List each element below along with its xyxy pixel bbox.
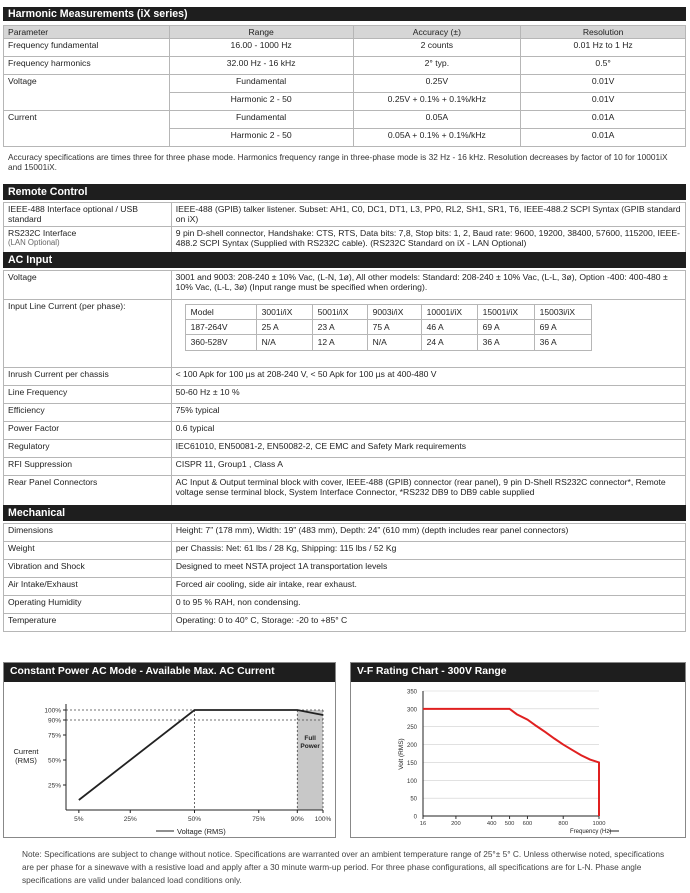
y-tick-label: 150 xyxy=(406,760,417,767)
y-tick-label: 25% xyxy=(47,782,61,790)
table-cell: 2° typ. xyxy=(353,57,521,75)
table-cell: Temperature xyxy=(4,614,172,632)
table-cell: 0.05A + 0.1% + 0.1%/kHz xyxy=(353,129,521,147)
table-cell: RFI Suppression xyxy=(4,458,172,476)
x-tick-label: 600 xyxy=(522,821,533,827)
table-cell: 0.6 typical xyxy=(171,422,685,440)
x-tick-label: 200 xyxy=(451,821,461,827)
table-cell: 187-264V xyxy=(185,320,256,335)
table-cell: 24 A xyxy=(421,335,477,350)
table-cell: 75% typical xyxy=(171,404,685,422)
table-cell: Harmonic 2 - 50 xyxy=(169,129,353,147)
mechanical-title: Mechanical xyxy=(3,505,686,521)
full-power-label: Full xyxy=(304,735,316,742)
table-cell: 36 A xyxy=(477,335,534,350)
table-cell: 46 A xyxy=(421,320,477,335)
table-cell: 32.00 Hz - 16 kHz xyxy=(169,57,353,75)
table-cell: Efficiency xyxy=(4,404,172,422)
table-cell: 9003i/iX xyxy=(367,305,421,320)
table-cell: 50-60 Hz ± 10 % xyxy=(171,386,685,404)
table-cell: Voltage xyxy=(4,271,172,300)
table-cell: 9 pin D-shell connector, Handshake: CTS, RTS, Data bits: 7,8, Stop bits: 1, 2, Baud rate: 9600, 19200, 38400, 57600, 115200, IEEE-488.2 SCPI Syntax (Supplied with RS232C cable). (RS232C Standard on iX - LAN Optional) xyxy=(171,226,685,258)
table-cell: 0.01V xyxy=(521,75,686,93)
y-tick-label: 100% xyxy=(44,707,61,715)
table-cell: Regulatory xyxy=(4,440,172,458)
x-tick-label: 400 xyxy=(486,821,497,827)
remote-title: Remote Control xyxy=(3,184,686,200)
table-cell: 15003i/iX xyxy=(534,305,591,320)
harmonic-header: Parameter xyxy=(4,26,170,39)
x-tick-label: 500 xyxy=(504,821,515,827)
y-tick-label: 250 xyxy=(406,725,417,732)
table-cell: Fundamental xyxy=(169,111,353,129)
full-power-label: Power xyxy=(300,743,320,750)
table-cell: N/A xyxy=(367,335,421,350)
y-tick-label: 50 xyxy=(410,796,417,803)
vf-chart-title: V-F Rating Chart - 300V Range xyxy=(351,663,685,682)
table-cell: CISPR 11, Group1 , Class A xyxy=(171,458,685,476)
x-tick-label: 5% xyxy=(74,816,84,823)
table-cell: IEEE-488 Interface optional / USB standard xyxy=(4,203,172,227)
constant-power-chart-title: Constant Power AC Mode - Available Max. AC Current xyxy=(4,663,335,682)
table-cell: Fundamental xyxy=(169,75,353,93)
vf-chart xyxy=(351,682,685,837)
table-cell: Frequency fundamental xyxy=(4,39,170,57)
table-cell: 36 A xyxy=(534,335,591,350)
table-cell: Inrush Current per chassis xyxy=(4,368,172,386)
y-tick-label: 300 xyxy=(406,707,417,714)
x-tick-label: 16 xyxy=(419,821,427,827)
table-cell: 12 A xyxy=(312,335,367,350)
x-tick-label: 1000 xyxy=(592,821,606,827)
table-cell: AC Input & Output terminal block with cover, IEEE-488 (GPIB) connector (rear panel), 9 pin D-Shell RS232C connector*, Remote voltage sense terminal block, System Interface Connector, *RS232 DB9 to DB9 cable supplied xyxy=(171,476,685,506)
x-tick-label: 75% xyxy=(252,816,266,823)
table-cell: Voltage xyxy=(4,75,170,111)
table-cell: 0.01A xyxy=(521,129,686,147)
table-cell: 10001i/iX xyxy=(421,305,477,320)
y-tick-label: 100 xyxy=(406,778,417,785)
table-cell: IEEE-488 (GPIB) talker listener. Subset: AH1, C0, DC1, DT1, L3, PP0, RL2, SH1, SR1, T6, IEEE-488.2 SCPI Syntax (GPIB standard on iX) xyxy=(171,203,685,227)
rs232-sublabel: (LAN Optional) xyxy=(8,237,60,247)
x-axis-label: Frequency (Hz) xyxy=(570,829,612,835)
y-tick-label: 350 xyxy=(406,689,417,696)
table-cell: Power Factor xyxy=(4,422,172,440)
table-cell: 360-528V xyxy=(185,335,256,350)
footnote: Note: Specifications are subject to change without notice. Specifications are warranted over an ambient temperature range of 25°± 5° C. Unless otherwise noted, specifications are per phase for a sinewave with a resistive load and apply after a 30 minute warm-up period. For three phase configurations, all specifications are for L-N. Phase angle specifications are valid under balanced load conditions only. xyxy=(22,849,665,885)
harmonic-header: Accuracy (±) xyxy=(353,26,521,39)
table-cell: 23 A xyxy=(312,320,367,335)
table-cell: 3001i/iX xyxy=(256,305,312,320)
y-tick-label: 200 xyxy=(406,743,417,750)
table-cell: 0.01A xyxy=(521,111,686,129)
y-tick-label: 0 xyxy=(413,814,417,821)
full-power-region xyxy=(297,710,323,810)
table-cell: 16.00 - 1000 Hz xyxy=(169,39,353,57)
ac-input-title: AC Input xyxy=(3,252,686,268)
table-cell: 15001i/iX xyxy=(477,305,534,320)
mechanical-table xyxy=(3,523,686,632)
vf-chart-panel xyxy=(350,662,686,838)
constant-power-chart xyxy=(4,682,335,837)
harmonic-title: Harmonic Measurements (iX series) xyxy=(3,7,686,21)
harmonic-header: Resolution xyxy=(521,26,686,39)
remote-table xyxy=(3,202,686,259)
table-cell: 69 A xyxy=(477,320,534,335)
y-tick-label: 75% xyxy=(47,732,61,740)
table-cell: 0 to 95 % RAH, non condensing. xyxy=(171,596,685,614)
y-tick-label: 50% xyxy=(47,757,61,765)
table-cell: Weight xyxy=(4,542,172,560)
x-tick-label: 100% xyxy=(314,816,332,823)
table-cell: 25 A xyxy=(256,320,312,335)
y-axis-label: Volt (RMS) xyxy=(398,738,405,770)
current-series-line xyxy=(79,710,323,800)
table-cell: 0.25V + 0.1% + 0.1%/kHz xyxy=(353,93,521,111)
table-cell: 0.01 Hz to 1 Hz xyxy=(521,39,686,57)
table-cell: 0.01V xyxy=(521,93,686,111)
table-cell: Operating Humidity xyxy=(4,596,172,614)
table-cell: Forced air cooling, side air intake, rear exhaust. xyxy=(171,578,685,596)
table-cell: Line Frequency xyxy=(4,386,172,404)
constant-power-chart-panel xyxy=(3,662,336,838)
table-cell: 2 counts xyxy=(353,39,521,57)
table-cell: 5001i/iX xyxy=(312,305,367,320)
table-cell: < 100 Apk for 100 µs at 208-240 V, < 50 Apk for 100 µs at 400-480 V xyxy=(171,368,685,386)
table-cell: Operating: 0 to 40° C, Storage: -20 to +85° C xyxy=(171,614,685,632)
table-cell: 69 A xyxy=(534,320,591,335)
table-cell: Model xyxy=(185,305,256,320)
y-axis-label: Current xyxy=(13,747,39,756)
harmonic-table xyxy=(3,25,686,147)
input-current-table xyxy=(185,304,592,351)
table-cell: Frequency harmonics xyxy=(4,57,170,75)
table-cell: Air Intake/Exhaust xyxy=(4,578,172,596)
table-cell: 0.25V xyxy=(353,75,521,93)
table-cell: 3001 and 9003: 208-240 ± 10% Vac, (L-N, 1ø), All other models: Standard: 208-240 ± 10% Vac, (L-L, 3ø), Option -400: 400-480 ± 10% Vac, (L-L, 3ø) (Input range must be specified when ordering). xyxy=(171,271,685,300)
table-cell: Vibration and Shock xyxy=(4,560,172,578)
ac-input-table xyxy=(3,270,686,506)
harmonic-header: Range xyxy=(169,26,353,39)
x-axis-label: Voltage (RMS) xyxy=(177,827,226,836)
table-cell: Harmonic 2 - 50 xyxy=(169,93,353,111)
x-tick-label: 90% xyxy=(290,816,304,823)
harmonic-note: Accuracy specifications are times three for three phase mode. Harmonics frequency range in three-phase mode is 32 Hz - 16 kHz. Resolution decreases by factor of 10 for 10001iX and 15001iX. xyxy=(8,152,668,172)
table-cell: IEC61010, EN50081-2, EN50082-2, CE EMC and Safety Mark requirements xyxy=(171,440,685,458)
x-tick-label: 25% xyxy=(123,816,137,823)
table-cell: Designed to meet NSTA project 1A transportation levels xyxy=(171,560,685,578)
table-cell: 0.05A xyxy=(353,111,521,129)
table-cell: Current xyxy=(4,111,170,147)
y-axis-label: (RMS) xyxy=(15,756,37,765)
table-cell: N/A xyxy=(256,335,312,350)
table-cell: Input Line Current (per phase): xyxy=(4,300,172,368)
table-cell: Dimensions xyxy=(4,524,172,542)
table-cell: per Chassis: Net: 61 lbs / 28 Kg, Shipping: 115 lbs / 52 Kg xyxy=(171,542,685,560)
table-cell: Height: 7” (178 mm), Width: 19” (483 mm), Depth: 24” (610 mm) (depth includes rear panel connectors) xyxy=(171,524,685,542)
table-cell: 0.5° xyxy=(521,57,686,75)
table-cell: 75 A xyxy=(367,320,421,335)
y-tick-label: 90% xyxy=(47,717,61,725)
rs232-label: RS232C Interface xyxy=(8,227,77,238)
table-cell: Rear Panel Connectors xyxy=(4,476,172,506)
x-tick-label: 50% xyxy=(187,816,202,823)
x-tick-label: 800 xyxy=(558,821,569,827)
